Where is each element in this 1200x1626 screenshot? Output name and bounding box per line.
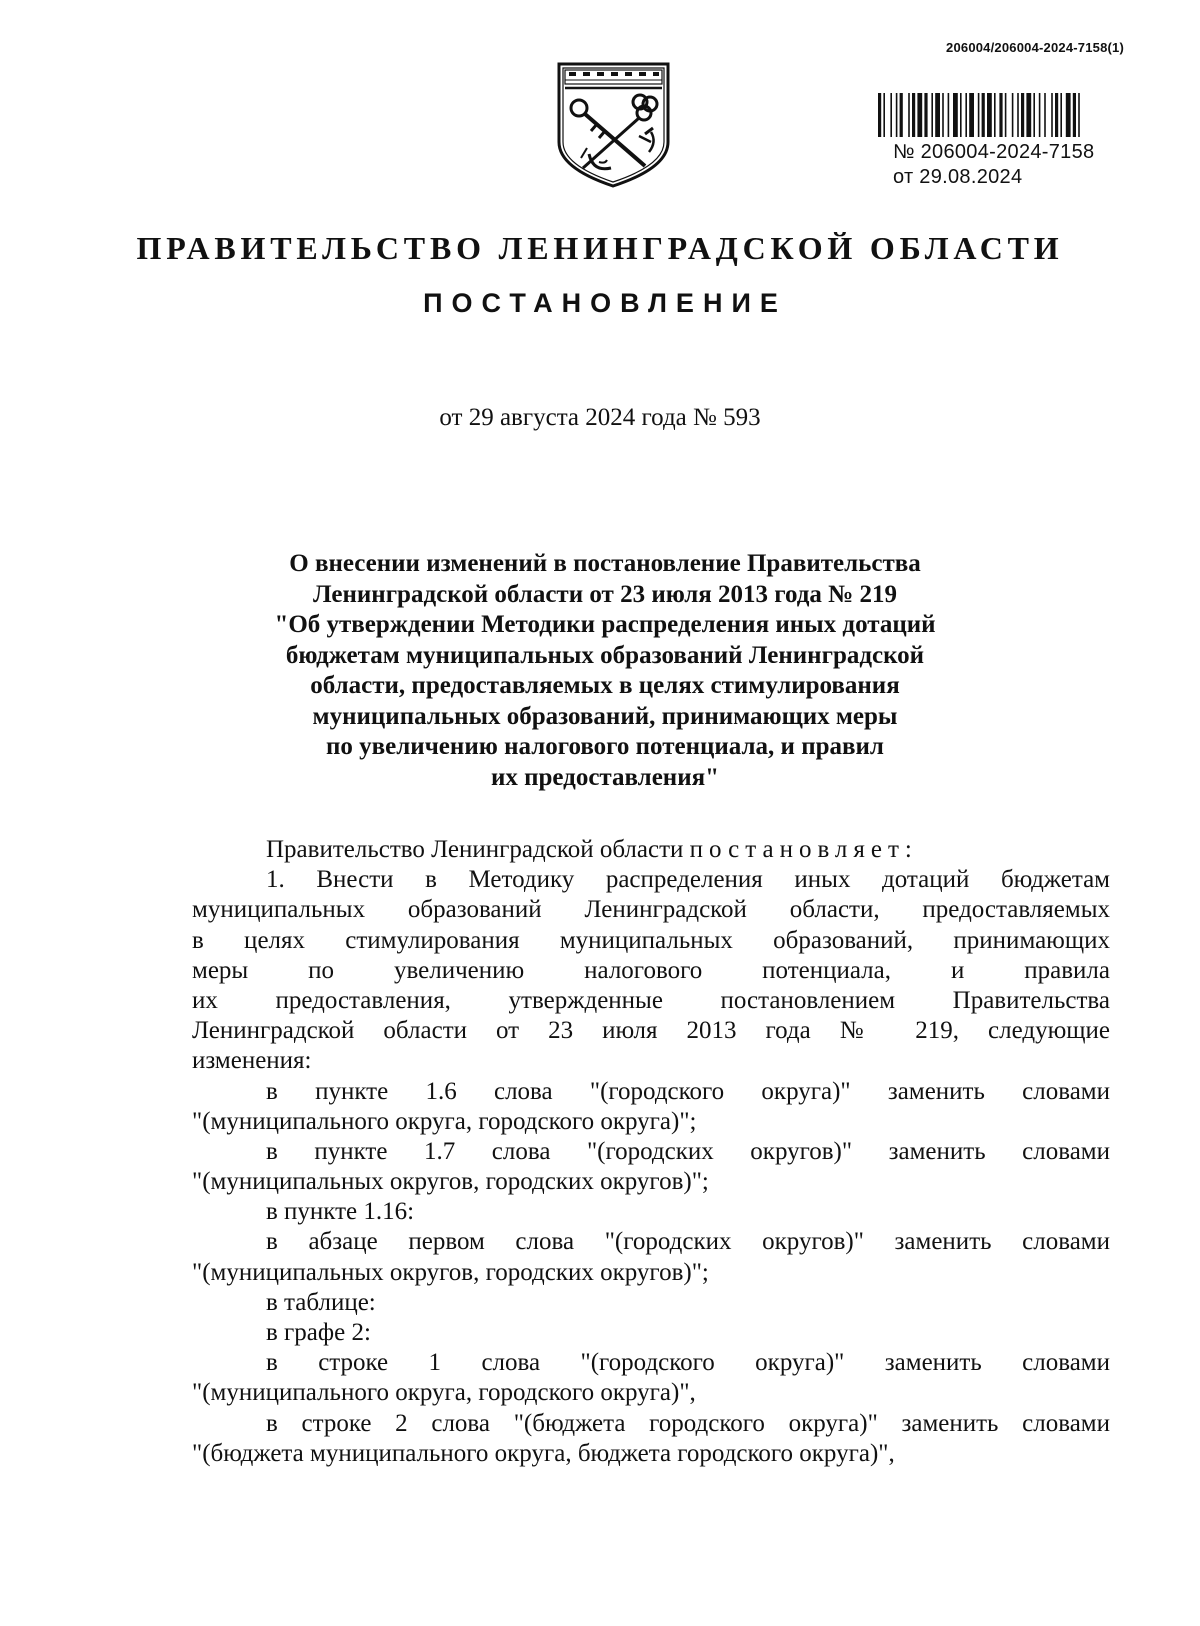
registration-number: № 206004-2024-7158: [893, 141, 1095, 163]
barcode-icon: [878, 93, 1144, 137]
preamble: [192, 835, 1110, 865]
subject-line: Ленинградской области от 23 июля 2013 года № 219: [312, 580, 898, 608]
document-id: 206004/206004-2024-7158(1): [946, 40, 1124, 55]
body-line: в пункте 1.7 слова "(городских округов)" заменить словами: [266, 1137, 1110, 1165]
leningrad-oblast-coat-of-arms-icon: [553, 56, 674, 190]
body-line: в строке 1 слова "(городского округа)" заменить словами: [266, 1349, 1110, 1377]
body-line: в целях стимулирования муниципальных образований, принимающих: [192, 926, 1110, 954]
subject-line: "Об утверждении Методики распределения иных дотаций: [274, 611, 936, 638]
body-line: их предоставления, утвержденные постановлением Правительства: [192, 986, 1110, 1014]
body-line: меры по увеличению налогового потенциала, и правила: [192, 956, 1110, 984]
body-line: муниципальных образований Ленинградской области, предоставляемых: [192, 896, 1110, 924]
registration-date: от 29.08.2024: [893, 166, 1023, 188]
preamble-resolves: постановляет:: [689, 836, 918, 863]
subject-line: О внесении изменений в постановление Правительства: [289, 550, 921, 577]
subject-line: области, предоставляемых в целях стимулирования: [310, 672, 900, 699]
body-line: в графе 2:: [266, 1319, 371, 1346]
document-type: ПОСТАНОВЛЕНИЕ: [423, 288, 787, 318]
body-line: в таблице:: [266, 1288, 376, 1316]
decree-body: [192, 835, 1110, 1469]
preamble-text: Правительство Ленинградской области: [266, 836, 684, 863]
body-line: в строке 2 слова "(бюджета городского округа)" заменить словами: [266, 1409, 1110, 1437]
body-line: "(муниципального округа, городского округа)",: [192, 1379, 696, 1407]
body-line: в абзаце первом слова "(городских округов)" заменить словами: [266, 1228, 1110, 1256]
body-line: "(бюджета муниципального округа, бюджета городского округа)",: [192, 1439, 895, 1467]
decree-subject: [220, 549, 990, 793]
subject-line: по увеличению налогового потенциала, и правил: [326, 733, 884, 760]
subject-line: муниципальных образований, принимающих меры: [312, 702, 898, 730]
government-title: ПРАВИТЕЛЬСТВО ЛЕНИНГРАДСКОЙ ОБЛАСТИ: [136, 230, 1064, 266]
subject-line: бюджетам муниципальных образований Ленинградской: [285, 641, 925, 669]
body-line: 1. Внести в Методику распределения иных дотаций бюджетам: [266, 866, 1110, 894]
body-line: в пункте 1.16:: [266, 1198, 415, 1226]
subject-line: их предоставления": [490, 763, 720, 791]
body-line: в пункте 1.6 слова "(городского округа)" заменить словами: [266, 1077, 1110, 1105]
body-line: "(муниципальных округов, городских округов)";: [192, 1168, 709, 1196]
body-line: "(муниципального округа, городского округа)";: [192, 1107, 697, 1135]
body-line: изменения:: [192, 1047, 312, 1075]
decree-date-number: от 29 августа 2024 года № 593: [439, 404, 761, 431]
body-line: "(муниципальных округов, городских округов)";: [192, 1258, 709, 1286]
body-line: Ленинградской области от 23 июля 2013 года № 219, следующие: [192, 1017, 1110, 1045]
